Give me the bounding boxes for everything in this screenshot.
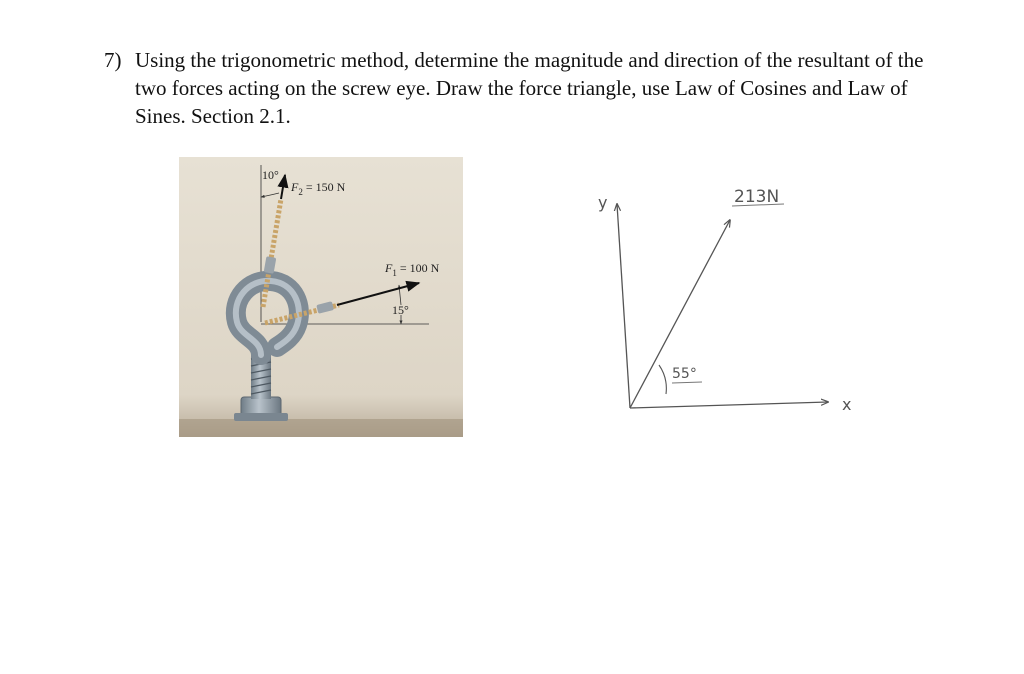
problem-text: Using the trigonometric method, determine the magnitude and direction of the resultant of the two forces acting on the screw eye. Draw the force triangle, use Law of Cosines and Law of Sines. Section 2.1. — [135, 48, 924, 128]
problem-number: 7) — [104, 48, 122, 72]
force-label-f2: $F_2 = 150$ N — [291, 180, 346, 197]
resultant-angle-label: 55° — [672, 366, 697, 382]
figure-background — [179, 157, 463, 437]
x-axis — [630, 402, 828, 408]
angle-label-f2: 10° — [262, 168, 279, 182]
angle-underline — [672, 382, 702, 383]
ground-shadow — [179, 419, 463, 437]
resultant-magnitude-label: 213N — [734, 187, 780, 207]
screw-washer — [234, 413, 288, 421]
y-axis-label: y — [598, 193, 608, 212]
angle-label-f1: 15° — [392, 303, 409, 317]
screw-eye-figure — [179, 157, 463, 437]
problem-statement — [104, 46, 944, 130]
angle-arc — [659, 365, 666, 394]
resultant-sketch — [590, 180, 880, 420]
force-label-f1: $F_1 = 100$ N — [385, 261, 440, 278]
x-axis-label: x — [842, 395, 852, 414]
y-axis — [617, 204, 630, 408]
